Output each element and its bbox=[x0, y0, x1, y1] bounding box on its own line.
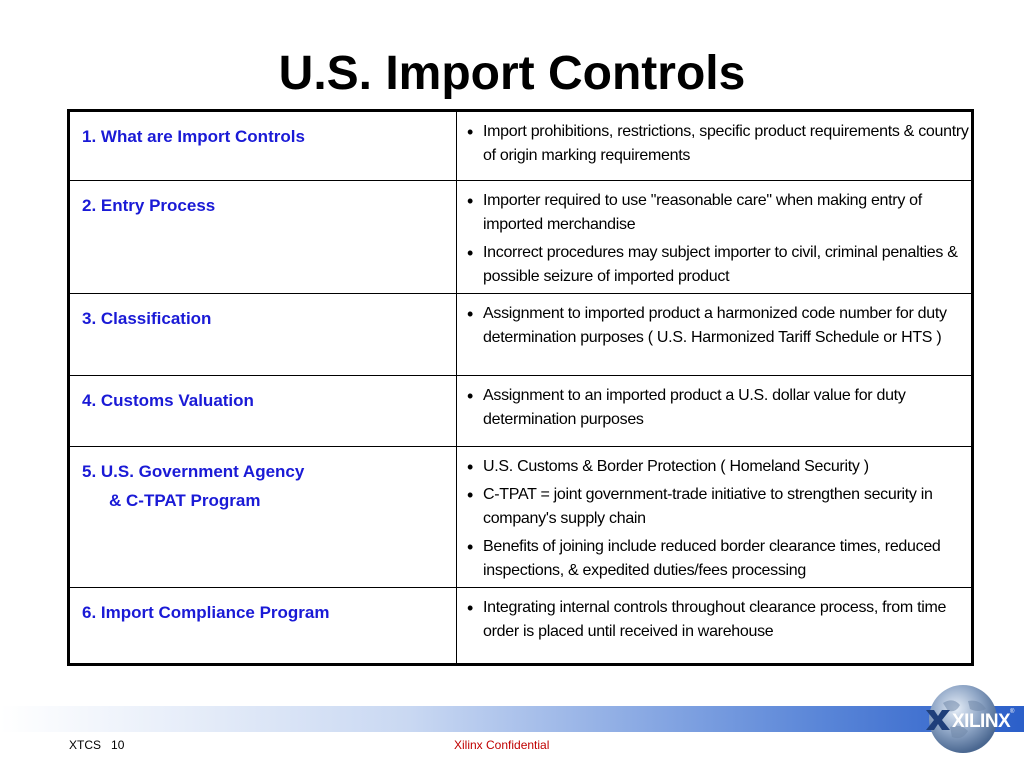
topic-cell bbox=[69, 447, 457, 588]
table-row bbox=[69, 376, 973, 447]
topic-label-continued: & C-TPAT Program bbox=[109, 491, 261, 510]
xilinx-globe-logo-icon bbox=[908, 683, 1018, 755]
list-item: • C-TPAT = joint government-trade initiative to strengthen security in company's supply chain bbox=[467, 485, 933, 527]
footer-confidential: Xilinx Confidential bbox=[454, 738, 550, 752]
table-row bbox=[69, 181, 973, 294]
table-row bbox=[69, 588, 973, 665]
table-row bbox=[69, 111, 973, 181]
list-item: • U.S. Customs & Border Protection ( Homeland Security ) bbox=[467, 457, 869, 477]
details-cell bbox=[457, 447, 973, 588]
list-item: • Import prohibitions, restrictions, specific product requirements & country of origin marking requirements bbox=[467, 122, 969, 164]
topic-label: 4. Customs Valuation bbox=[82, 391, 254, 410]
logo-text: XILINX bbox=[952, 711, 1011, 732]
list-item: • Assignment to an imported product a U.S. dollar value for duty determination purposes bbox=[467, 386, 906, 428]
import-controls-table bbox=[67, 109, 974, 666]
list-item: • Incorrect procedures may subject importer to civil, criminal penalties & possible seizure of imported product bbox=[467, 243, 958, 285]
topic-cell bbox=[69, 111, 457, 181]
page-number: 10 bbox=[111, 738, 125, 752]
details-cell bbox=[457, 376, 973, 447]
details-cell bbox=[457, 111, 973, 181]
list-item: • Assignment to imported product a harmonized code number for duty determination purposes ( U.S. Harmonized Tariff Schedule or HTS ) bbox=[467, 304, 947, 346]
topic-cell bbox=[69, 376, 457, 447]
topic-cell bbox=[69, 588, 457, 665]
list-item: • Integrating internal controls throughout clearance process, from time order is placed until received in warehouse bbox=[467, 598, 947, 640]
list-item: • Importer required to use "reasonable care" when making entry of imported merchandise bbox=[467, 191, 922, 233]
details-cell bbox=[457, 181, 973, 294]
page-title: U.S. Import Controls bbox=[278, 47, 746, 100]
footer-left bbox=[69, 738, 134, 752]
table-row bbox=[69, 294, 973, 376]
details-cell bbox=[457, 588, 973, 665]
table-row bbox=[69, 447, 973, 588]
topic-label: 5. U.S. Government Agency bbox=[82, 462, 305, 481]
details-cell bbox=[457, 294, 973, 376]
footer-label: XTCS bbox=[69, 738, 102, 752]
logo-registered: ® bbox=[1010, 709, 1015, 715]
footer-band bbox=[0, 706, 1024, 732]
topic-cell bbox=[69, 294, 457, 376]
list-item: • Benefits of joining include reduced border clearance times, reduced inspections, & expedited duties/fees processing bbox=[467, 537, 941, 579]
topic-label: 3. Classification bbox=[82, 309, 212, 328]
topic-label: 1. What are Import Controls bbox=[82, 127, 305, 146]
topic-cell bbox=[69, 181, 457, 294]
topic-label: 2. Entry Process bbox=[82, 196, 216, 215]
topic-label: 6. Import Compliance Program bbox=[82, 603, 330, 622]
